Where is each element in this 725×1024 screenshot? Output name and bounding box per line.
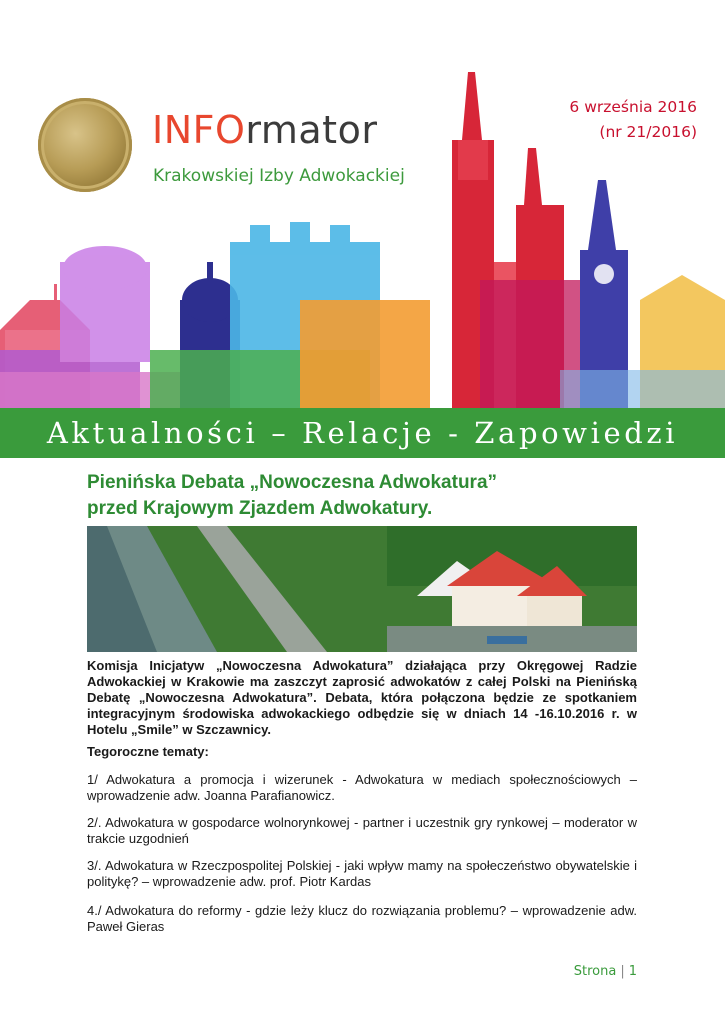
city-skyline-illustration [0, 0, 725, 408]
brand-subtitle: Krakowskiej Izby Adwokackiej [153, 166, 405, 186]
header [0, 0, 725, 408]
chamber-coin-logo [38, 98, 132, 192]
topic-item-3: 3/. Adwokatura w Rzeczpospolitej Polskiej - jaki wpływ mamy na społeczeństwo obywatelskie i politykę? – wprowadzenie adw. prof. Piotr Kardas [87, 858, 637, 889]
brand-part-rmator: rmator [245, 108, 378, 152]
topics-heading: Tegoroczne tematy: [87, 744, 209, 759]
page-separator: | [620, 964, 625, 979]
page-footer [574, 964, 637, 979]
hotel-aerial-photo [87, 526, 637, 652]
topic-item-2: 2/. Adwokatura w gospodarce wolnorynkowej - partner i uczestnik gry rynkowej – moderator w trakcie uzgodnień [87, 815, 637, 846]
brand-logo-text [152, 108, 377, 152]
article-title-line-2: przed Krajowym Zjazdem Adwokatury. [87, 498, 433, 519]
section-banner-text: Aktualności – Relacje - Zapowiedzi [46, 416, 679, 450]
article-intro: Komisja Inicjatyw „Nowoczesna Adwokatura” działająca przy Okręgowej Radzie Adwokackiej w Krakowie ma zaszczyt zaprosić adwokatów z całej Polski na Pienińską Debatę „Nowoczesna Adwokatura”. Debata, która połączona będzie ze spotkaniem integracyjnym środowiska adwokackiego odbędzie się w dniach 14 -16.10.2016 r. w Hotelu „Smile” w Szczawnicy. [87, 658, 637, 737]
brand-part-info: INFO [152, 108, 246, 152]
article-title [87, 470, 647, 522]
article-title-line-1: Pienińska Debata „Nowoczesna Adwokatura” [87, 472, 498, 493]
issue-date: 6 września 2016 [569, 98, 697, 116]
topic-item-1: 1/ Adwokatura a promocja i wizerunek - Adwokatura w mediach społecznościowych – wprowadzenie adw. Joanna Parafianowicz. [87, 772, 637, 803]
page-label: Strona [573, 964, 617, 979]
issue-info [569, 95, 697, 145]
page-number: 1 [628, 964, 637, 979]
issue-number: (nr 21/2016) [599, 123, 697, 141]
topic-item-4: 4./ Adwokatura do reformy - gdzie leży klucz do rozwiązania problemu? – wprowadzenie adw. Paweł Gieras [87, 903, 637, 934]
